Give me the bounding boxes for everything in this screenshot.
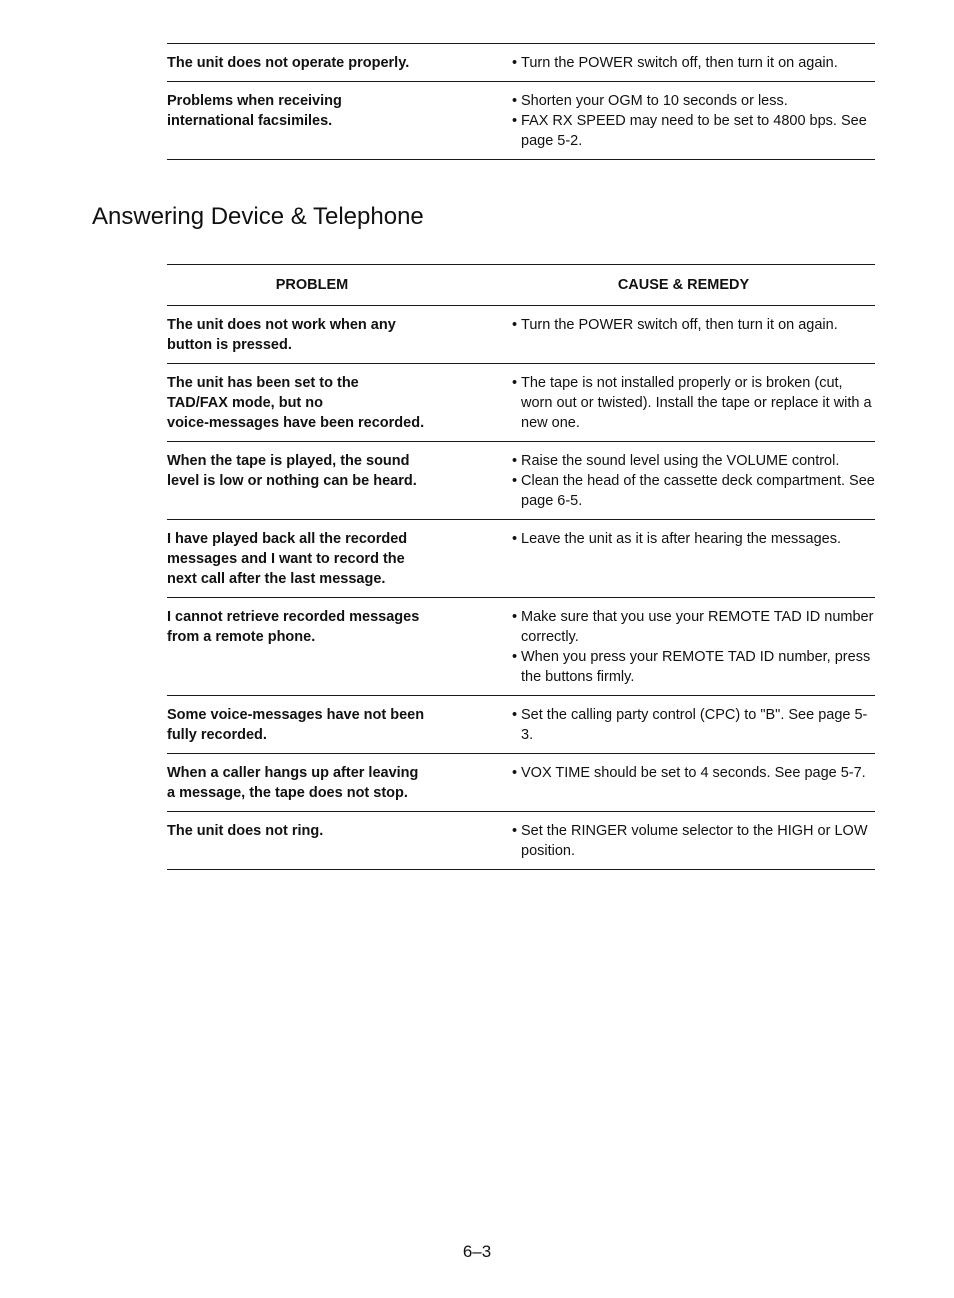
section-title: Answering Device & Telephone [92, 203, 424, 230]
remedy-item [512, 111, 875, 151]
table-row [167, 306, 875, 364]
remedy-text: Leave the unit as it is after hearing the messages. [521, 531, 841, 547]
tad-table-body [167, 306, 875, 870]
remedy-item [512, 53, 875, 73]
remedy-cell [512, 315, 875, 355]
bullet-icon: • [512, 473, 518, 489]
remedy-cell [512, 373, 875, 433]
remedy-cell [512, 763, 875, 803]
table-row [167, 754, 875, 812]
header-problem: PROBLEM [275, 277, 349, 293]
problem-cell: The unit does not operate properly. [167, 55, 410, 71]
problem-cell: Some voice-messages have not been fully recorded. [167, 707, 425, 743]
remedy-text: Make sure that you use your REMOTE TAD ID number correctly. [521, 609, 874, 645]
bullet-icon: • [512, 765, 518, 781]
bullet-icon: • [512, 93, 518, 109]
remedy-item [512, 821, 875, 861]
problem-cell: The unit has been set to the TAD/FAX mode, but no voice-messages have been recorded. [167, 375, 425, 431]
table-row [167, 812, 875, 870]
remedy-text: When you press your REMOTE TAD ID number, press the buttons firmly. [521, 649, 871, 685]
problem-cell: The unit does not ring. [167, 823, 324, 839]
remedy-cell [512, 705, 875, 745]
remedy-cell [512, 91, 875, 151]
bullet-icon: • [512, 55, 518, 71]
remedy-item [512, 763, 875, 783]
bullet-icon: • [512, 707, 518, 723]
remedy-text: The tape is not installed properly or is broken (cut, worn out or twisted). Install the tape or replace it with a new one. [521, 375, 872, 431]
problem-cell: I have played back all the recorded messages and I want to record the next call after the last message. [167, 531, 408, 587]
table-row [167, 44, 875, 82]
fax-troubleshooting-table [167, 43, 875, 160]
bullet-icon: • [512, 531, 518, 547]
remedy-text: FAX RX SPEED may need to be set to 4800 bps. See page 5-2. [521, 113, 867, 149]
remedy-cell [512, 451, 875, 511]
remedy-item [512, 373, 875, 433]
fax-table-body [167, 44, 875, 160]
table-row [167, 442, 875, 520]
table-row [167, 82, 875, 160]
problem-cell: When a caller hangs up after leaving a message, the tape does not stop. [167, 765, 419, 801]
tad-troubleshooting-table [167, 264, 875, 870]
remedy-text: Raise the sound level using the VOLUME control. [521, 453, 840, 469]
remedy-text: VOX TIME should be set to 4 seconds. See page 5-7. [521, 765, 866, 781]
bullet-icon: • [512, 453, 518, 469]
remedy-item [512, 451, 875, 471]
bullet-icon: • [512, 823, 518, 839]
table-row [167, 520, 875, 598]
remedy-item [512, 607, 875, 647]
table-row [167, 364, 875, 442]
table-row [167, 598, 875, 696]
remedy-text: Clean the head of the cassette deck compartment. See page 6-5. [521, 473, 875, 509]
remedy-item [512, 647, 875, 687]
remedy-cell [512, 821, 875, 861]
remedy-item [512, 91, 875, 111]
remedy-cell [512, 53, 875, 73]
problem-cell: Problems when receiving international facsimiles. [167, 93, 342, 129]
bullet-icon: • [512, 609, 518, 625]
bullet-icon: • [512, 113, 518, 129]
remedy-text: Turn the POWER switch off, then turn it on again. [521, 317, 838, 333]
remedy-cell [512, 607, 875, 687]
header-cause-remedy: CAUSE & REMEDY [617, 277, 750, 293]
bullet-icon: • [512, 375, 518, 391]
remedy-item [512, 471, 875, 511]
bullet-icon: • [512, 317, 518, 333]
remedy-text: Set the calling party control (CPC) to "B". See page 5-3. [521, 707, 868, 743]
remedy-text: Turn the POWER switch off, then turn it on again. [521, 55, 838, 71]
page-number: 6–3 [462, 1242, 492, 1261]
problem-cell: When the tape is played, the sound level is low or nothing can be heard. [167, 453, 417, 489]
remedy-item [512, 529, 875, 549]
table-row [167, 696, 875, 754]
problem-cell: The unit does not work when any button is pressed. [167, 317, 396, 353]
bullet-icon: • [512, 649, 518, 665]
problem-cell: I cannot retrieve recorded messages from a remote phone. [167, 609, 420, 645]
remedy-cell [512, 529, 875, 589]
remedy-text: Shorten your OGM to 10 seconds or less. [521, 93, 788, 109]
remedy-item [512, 705, 875, 745]
remedy-item [512, 315, 875, 335]
remedy-text: Set the RINGER volume selector to the HIGH or LOW position. [521, 823, 868, 859]
table-header [167, 265, 875, 306]
